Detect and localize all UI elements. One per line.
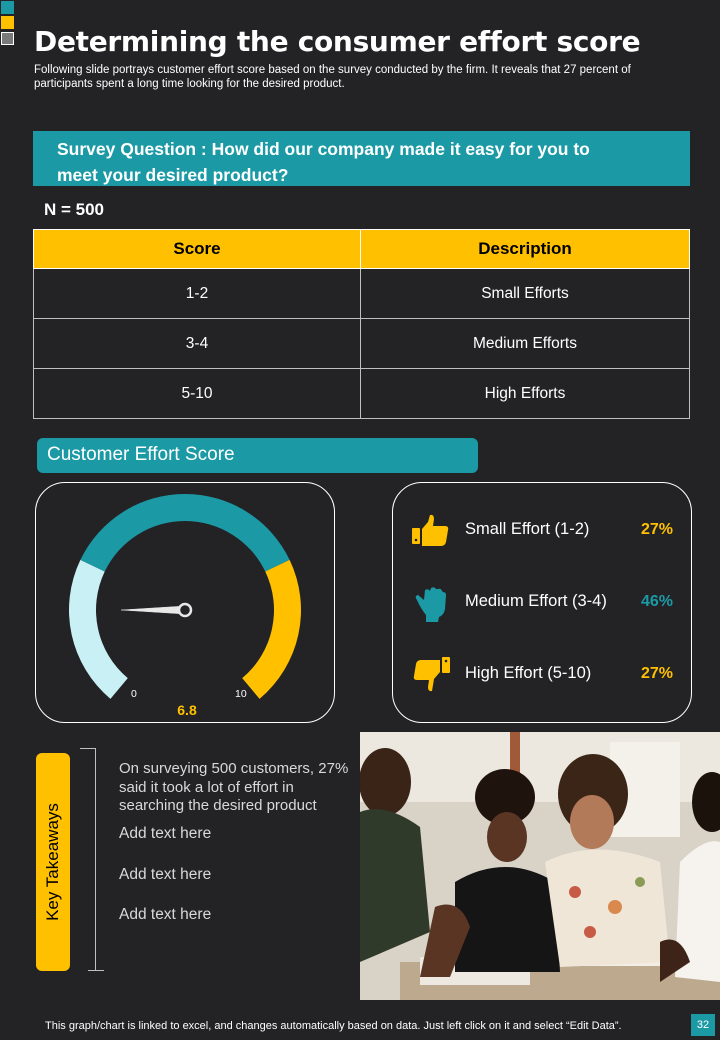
footer-note: This graph/chart is linked to excel, and changes automatically based on data. Just left click on it and select “Edit Data”. bbox=[45, 1020, 622, 1032]
sample-size-label: N = 500 bbox=[44, 200, 105, 219]
decor-square-teal bbox=[1, 1, 14, 14]
table-header-score: Score bbox=[34, 230, 361, 269]
decor-square-yellow bbox=[1, 16, 14, 29]
legend-percent: 27% bbox=[640, 665, 673, 682]
table-cell-description: High Efforts bbox=[361, 369, 690, 419]
effort-legend-panel bbox=[392, 482, 692, 723]
takeaway-item: Add text here bbox=[119, 866, 212, 883]
decor-square-grey bbox=[1, 32, 14, 45]
legend-item-medium-effort bbox=[411, 583, 681, 623]
page-number: 32 bbox=[691, 1014, 715, 1036]
gauge-segment-medium bbox=[80, 494, 289, 572]
table-cell-score: 3-4 bbox=[34, 319, 361, 369]
takeaways-bracket bbox=[80, 748, 96, 970]
takeaway-item: Add text here bbox=[119, 906, 212, 923]
gauge-needle bbox=[121, 606, 185, 614]
gauge-max-label: 10 bbox=[235, 688, 247, 700]
page-title: Determining the consumer effort score bbox=[34, 25, 641, 58]
legend-label: Medium Effort (3-4) bbox=[465, 592, 607, 610]
takeaways-bracket-foot bbox=[88, 970, 104, 971]
gauge-chart bbox=[36, 483, 336, 724]
table-cell-description: Medium Efforts bbox=[361, 319, 690, 369]
team-photo bbox=[360, 732, 720, 1000]
gauge-min-label: 0 bbox=[131, 688, 137, 700]
thumbs-down-icon bbox=[411, 655, 451, 695]
legend-label: Small Effort (1-2) bbox=[465, 520, 590, 538]
gauge-value-label: 6.8 bbox=[177, 702, 197, 718]
ces-section-header: Customer Effort Score bbox=[37, 438, 478, 473]
legend-item-high-effort bbox=[411, 655, 681, 695]
table-header-description: Description bbox=[361, 230, 690, 269]
survey-question-line2: meet your desired product? bbox=[57, 165, 289, 185]
gauge-needle-hub bbox=[179, 604, 191, 616]
gauge-chart-panel bbox=[35, 482, 335, 723]
key-takeaways-label: Key Takeaways bbox=[43, 803, 62, 921]
neutral-hand-icon bbox=[411, 583, 451, 623]
legend-label: High Effort (5-10) bbox=[465, 664, 592, 682]
gauge-segment-high bbox=[242, 560, 301, 699]
table-row bbox=[34, 369, 690, 419]
table-row bbox=[34, 269, 690, 319]
legend-percent: 46% bbox=[640, 593, 673, 610]
takeaway-summary: On surveying 500 customers, 27% said it took a lot of effort in searching the desired product bbox=[119, 760, 349, 814]
gauge-segment-small bbox=[69, 560, 128, 699]
table-cell-score: 1-2 bbox=[34, 269, 361, 319]
thumbs-up-icon bbox=[411, 511, 451, 551]
table-cell-description: Small Efforts bbox=[361, 269, 690, 319]
table-header-row bbox=[34, 230, 690, 269]
takeaway-item: Add text here bbox=[119, 825, 212, 842]
team-photo-illustration bbox=[360, 732, 720, 1000]
table-row bbox=[34, 319, 690, 369]
score-table bbox=[33, 229, 690, 419]
survey-question-line1: Survey Question : How did our company made it easy for you to bbox=[57, 139, 590, 159]
legend-item-small-effort bbox=[411, 511, 681, 551]
page-subtitle: Following slide portrays customer effort score based on the survey conducted by the firm. It reveals that 27 percent of participants spent a long time looking for the desired product. bbox=[34, 64, 631, 90]
legend-percent: 27% bbox=[640, 521, 673, 538]
table-cell-score: 5-10 bbox=[34, 369, 361, 419]
survey-question-banner bbox=[33, 131, 690, 186]
